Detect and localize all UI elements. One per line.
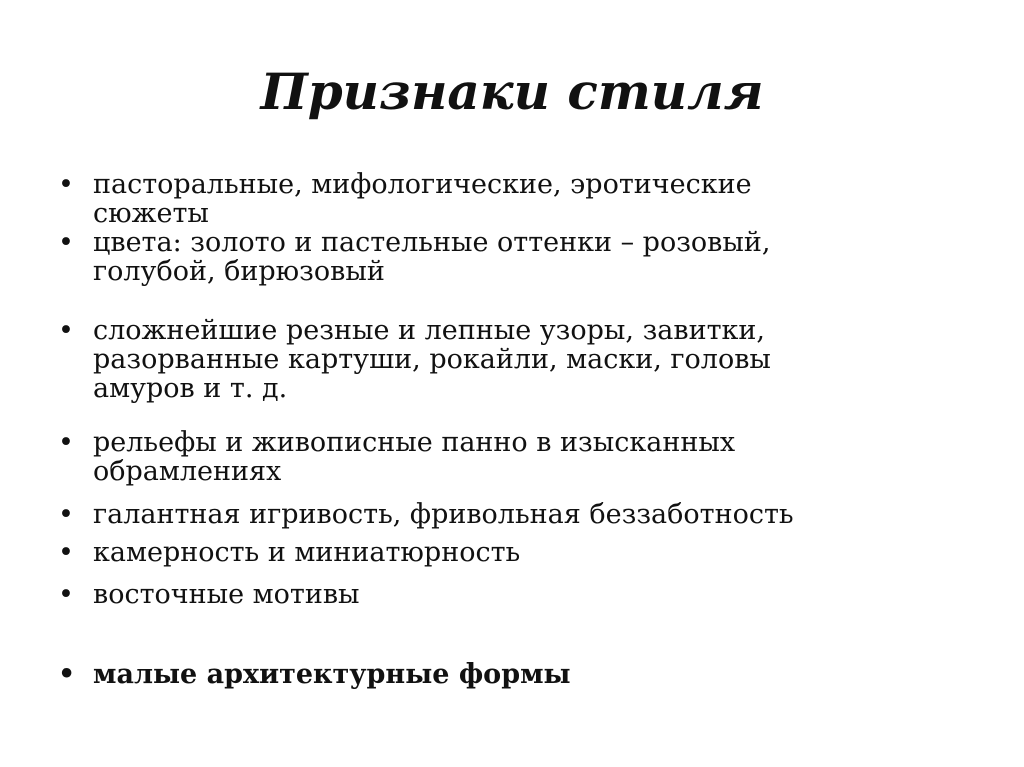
list-item-line: сюжеты <box>93 198 209 229</box>
bullet-icon: • <box>58 579 74 610</box>
list-item-line: галантная игривость, фривольная беззаботность <box>93 499 794 530</box>
list-item-line: восточные мотивы <box>93 579 360 610</box>
list-item-line: рельефы и живописные панно в изысканных <box>93 427 736 458</box>
list-item-line: сложнейшие резные и лепные узоры, завитки, <box>93 315 765 346</box>
bullet-icon: • <box>58 427 74 458</box>
list-item-line: камерность и миниатюрность <box>93 537 521 568</box>
list-item-text <box>93 500 794 529</box>
list-item-text <box>93 428 735 486</box>
list-item-line: разорванные картуши, рокайли, маски, головы <box>93 344 771 375</box>
slide-title: Признаки стиля <box>260 62 764 121</box>
bullet-icon: • <box>58 169 74 200</box>
list-item-text <box>93 170 752 228</box>
bullet-icon: • <box>58 537 74 568</box>
list-item-line: малые архитектурные формы <box>93 659 571 690</box>
list-item-text <box>93 580 360 609</box>
bullet-icon: • <box>58 315 74 346</box>
list-item-line: обрамлениях <box>93 456 282 487</box>
list-item-line: амуров и т. д. <box>93 373 288 404</box>
list-item-text <box>93 316 771 403</box>
bullet-icon: • <box>58 659 76 690</box>
list-item-line: голубой, бирюзовый <box>93 256 385 287</box>
list-item-text <box>93 228 770 286</box>
list-item-line: пасторальные, мифологические, эротические <box>93 169 752 200</box>
list-item-text <box>93 660 571 689</box>
list-item-line: цвета: золото и пастельные оттенки – розовый, <box>93 227 771 258</box>
bullet-icon: • <box>58 227 74 258</box>
bullet-icon: • <box>58 499 74 530</box>
list-item-text <box>93 538 520 567</box>
